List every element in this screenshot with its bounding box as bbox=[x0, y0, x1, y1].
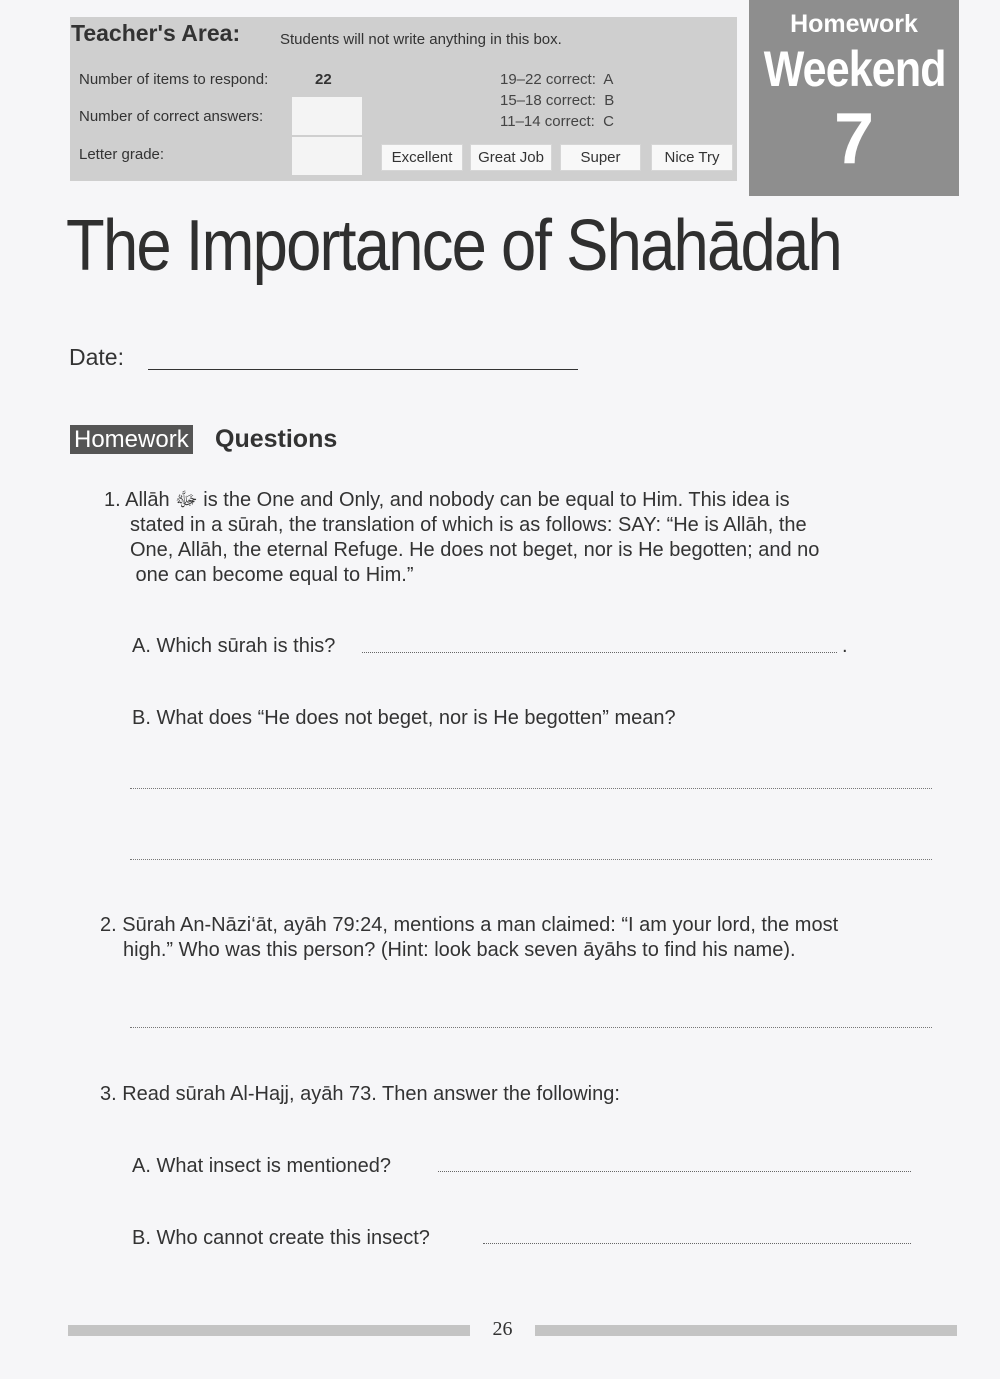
footer-bar-right bbox=[535, 1325, 957, 1336]
date-field[interactable] bbox=[148, 369, 578, 370]
weekend-label: Weekend bbox=[763, 41, 946, 97]
q1b-answer-line-1[interactable] bbox=[130, 788, 932, 789]
grade-scale-b: 15–18 correct: B bbox=[500, 92, 615, 109]
section-heading: Questions bbox=[215, 425, 338, 453]
page-title: The Importance of Shahādah bbox=[66, 206, 841, 286]
q3a-question: A. What insect is mentioned? bbox=[132, 1155, 392, 1177]
footer-bar-left bbox=[68, 1325, 470, 1336]
page-number: 26 bbox=[492, 1318, 513, 1340]
grade-scale-a: 19–22 correct: A bbox=[500, 71, 614, 88]
letter-grade-box[interactable] bbox=[292, 137, 362, 175]
q1-line-1: 1. Allāh ﷻ is the One and Only, and nobody can be equal to Him. This idea is bbox=[104, 489, 790, 511]
q3b-answer-field[interactable] bbox=[483, 1243, 911, 1244]
q3a-answer-field[interactable] bbox=[438, 1171, 911, 1172]
q1-line-2: stated in a sūrah, the translation of which is as follows: SAY: “He is Allāh, the bbox=[130, 514, 807, 536]
praise-excellent[interactable]: Excellent bbox=[381, 144, 463, 171]
items-to-respond-label: Number of items to respond: bbox=[79, 71, 269, 88]
q1b-answer-line-2[interactable] bbox=[130, 859, 932, 860]
q3-text: 3. Read sūrah Al-Hajj, ayāh 73. Then answer the following: bbox=[100, 1083, 620, 1105]
weekend-number: 7 bbox=[833, 99, 875, 179]
items-to-respond-value: 22 bbox=[315, 71, 332, 88]
letter-grade-label: Letter grade: bbox=[79, 146, 165, 163]
homework-label: Homework bbox=[790, 10, 918, 38]
teachers-area-title: Teacher's Area: bbox=[71, 20, 241, 46]
q1b-question: B. What does “He does not beget, nor is He begotten” mean? bbox=[132, 707, 676, 729]
grade-scale-c: 11–14 correct: C bbox=[500, 113, 614, 130]
q1-line-4: one can become equal to Him.” bbox=[130, 564, 414, 586]
section-tag: Homework bbox=[70, 425, 193, 454]
q2-line-1: 2. Sūrah An-Nāzi‘āt, ayāh 79:24, mentions a man claimed: “I am your lord, the most bbox=[100, 914, 839, 936]
q1a-answer-field[interactable] bbox=[362, 652, 837, 653]
praise-nice-try[interactable]: Nice Try bbox=[651, 144, 733, 171]
date-label: Date: bbox=[69, 344, 124, 370]
q2-line-2: high.” Who was this person? (Hint: look back seven āyāhs to find his name). bbox=[123, 939, 796, 961]
q1a-question: A. Which sūrah is this? bbox=[132, 635, 336, 657]
correct-answers-label: Number of correct answers: bbox=[79, 108, 264, 125]
correct-answers-box[interactable] bbox=[292, 97, 362, 135]
praise-great-job[interactable]: Great Job bbox=[470, 144, 552, 171]
q3b-question: B. Who cannot create this insect? bbox=[132, 1227, 430, 1249]
praise-super[interactable]: Super bbox=[560, 144, 641, 171]
q1-line-3: One, Allāh, the eternal Refuge. He does not beget, nor is He begotten; and no bbox=[130, 539, 820, 561]
q1a-period: . bbox=[842, 635, 848, 657]
teachers-area-note: Students will not write anything in this box. bbox=[280, 31, 562, 48]
q2-answer-line[interactable] bbox=[130, 1027, 932, 1028]
homework-weekend-box bbox=[749, 0, 959, 196]
